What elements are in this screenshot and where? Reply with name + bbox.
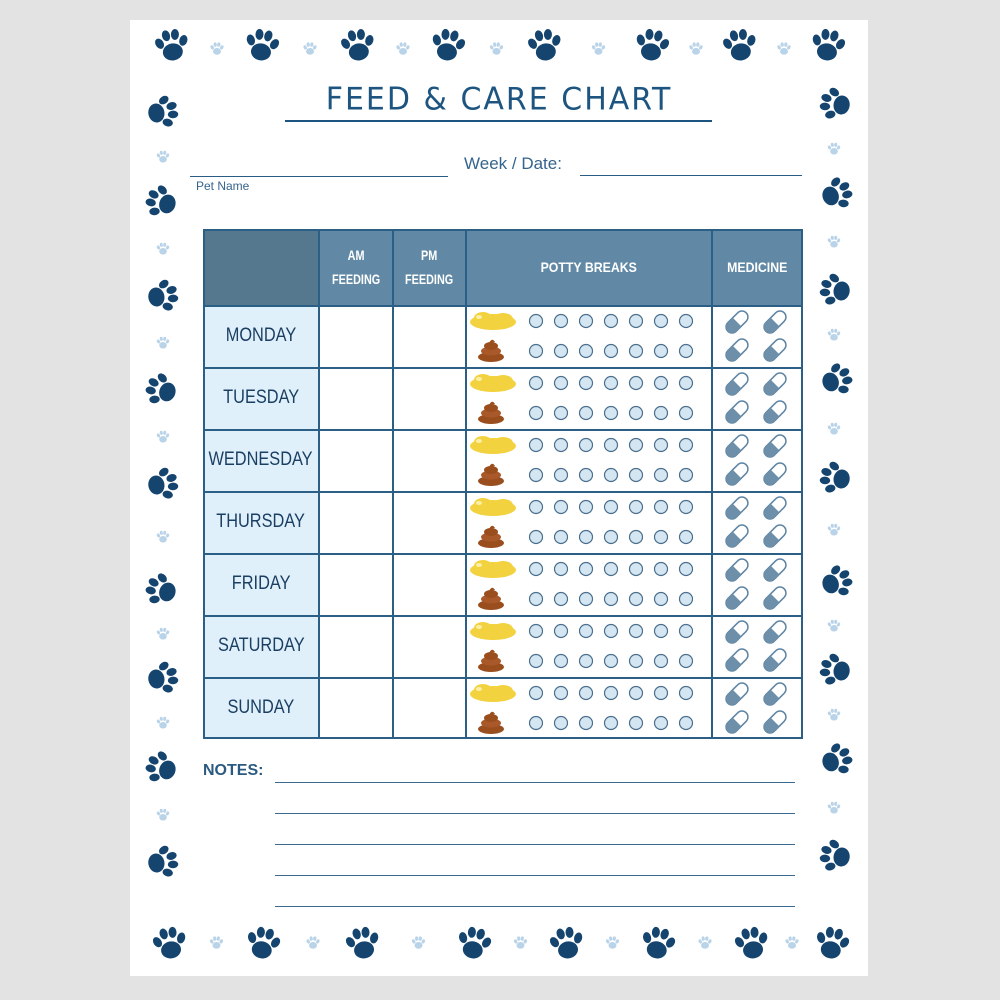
pill-icon[interactable] xyxy=(762,399,789,426)
potty-checkbox[interactable] xyxy=(580,717,593,730)
potty-checkbox[interactable] xyxy=(530,501,543,514)
pill-icon[interactable] xyxy=(724,461,751,488)
poop-icon xyxy=(478,526,504,548)
potty-checkbox[interactable] xyxy=(530,625,543,638)
notes-line[interactable] xyxy=(275,782,795,783)
potty-checkbox[interactable] xyxy=(605,469,618,482)
header-potty-label: POTTY BREAKS xyxy=(540,259,638,275)
potty-checkbox[interactable] xyxy=(530,593,543,606)
pill-icon[interactable] xyxy=(762,557,789,584)
table-row-line xyxy=(203,367,803,369)
potty-checkbox[interactable] xyxy=(555,563,568,576)
potty-checkbox[interactable] xyxy=(530,655,543,668)
potty-checkbox[interactable] xyxy=(580,345,593,358)
potty-checkbox[interactable] xyxy=(555,407,568,420)
potty-checkbox[interactable] xyxy=(655,563,668,576)
potty-checkbox[interactable] xyxy=(555,377,568,390)
potty-checkbox[interactable] xyxy=(655,655,668,668)
potty-checkbox[interactable] xyxy=(630,593,643,606)
potty-checkbox[interactable] xyxy=(655,315,668,328)
potty-checkbox[interactable] xyxy=(580,563,593,576)
potty-checkbox[interactable] xyxy=(605,531,618,544)
potty-checkbox[interactable] xyxy=(555,469,568,482)
potty-checkbox[interactable] xyxy=(655,469,668,482)
potty-checkbox[interactable] xyxy=(605,717,618,730)
day-name: SUNDAY xyxy=(227,697,295,718)
pill-icon[interactable] xyxy=(724,523,751,550)
day-name: FRIDAY xyxy=(231,573,291,594)
potty-checkbox[interactable] xyxy=(605,315,618,328)
potty-checkbox[interactable] xyxy=(580,407,593,420)
potty-checkbox[interactable] xyxy=(530,315,543,328)
pet-name-label: Pet Name xyxy=(196,179,250,193)
pill-icon[interactable] xyxy=(724,399,751,426)
potty-checkbox[interactable] xyxy=(630,655,643,668)
pee-icon xyxy=(470,436,516,454)
notes-line[interactable] xyxy=(275,875,795,876)
header-am-line2: FEEDING xyxy=(331,271,381,287)
potty-checkbox[interactable] xyxy=(530,687,543,700)
potty-checkbox[interactable] xyxy=(655,531,668,544)
pill-icon[interactable] xyxy=(724,337,751,364)
pill-icon[interactable] xyxy=(762,647,789,674)
potty-checkbox[interactable] xyxy=(630,315,643,328)
pill-icon[interactable] xyxy=(724,495,751,522)
potty-checkbox[interactable] xyxy=(680,687,693,700)
page-title: FEED & CARE CHART xyxy=(325,81,673,118)
week-date-label: Week / Date: xyxy=(464,154,562,173)
table-row-line xyxy=(203,677,803,679)
poop-icon xyxy=(478,712,504,734)
table-row-line xyxy=(203,429,803,431)
potty-checkbox[interactable] xyxy=(530,439,543,452)
pill-icon[interactable] xyxy=(762,309,789,336)
pill-icon[interactable] xyxy=(724,309,751,336)
potty-checkbox[interactable] xyxy=(680,593,693,606)
header-pm-line2: FEEDING xyxy=(405,271,454,287)
potty-checkbox[interactable] xyxy=(555,315,568,328)
potty-checkbox[interactable] xyxy=(555,439,568,452)
potty-checkbox[interactable] xyxy=(580,593,593,606)
potty-checkbox[interactable] xyxy=(655,625,668,638)
table-row-line xyxy=(203,491,803,493)
potty-checkbox[interactable] xyxy=(605,345,618,358)
pee-icon xyxy=(470,622,516,640)
potty-checkbox[interactable] xyxy=(655,687,668,700)
potty-checkbox[interactable] xyxy=(605,501,618,514)
pill-icon[interactable] xyxy=(762,371,789,398)
pill-icon[interactable] xyxy=(762,585,789,612)
potty-checkbox[interactable] xyxy=(605,655,618,668)
table-row-line xyxy=(203,615,803,617)
potty-checkbox[interactable] xyxy=(630,345,643,358)
poop-icon xyxy=(478,402,504,424)
potty-checkbox[interactable] xyxy=(630,407,643,420)
notes-label: NOTES: xyxy=(203,762,264,779)
pill-icon[interactable] xyxy=(724,585,751,612)
table-row-line xyxy=(203,737,803,739)
potty-checkbox[interactable] xyxy=(580,531,593,544)
potty-checkbox[interactable] xyxy=(680,531,693,544)
potty-checkbox[interactable] xyxy=(655,439,668,452)
poop-icon xyxy=(478,464,504,486)
pill-icon[interactable] xyxy=(762,433,789,460)
day-name: TUESDAY xyxy=(223,387,299,408)
table-row-line xyxy=(203,305,803,307)
potty-checkbox[interactable] xyxy=(530,345,543,358)
potty-checkbox[interactable] xyxy=(680,655,693,668)
pill-icon[interactable] xyxy=(724,557,751,584)
pill-icon[interactable] xyxy=(762,681,789,708)
potty-checkbox[interactable] xyxy=(655,377,668,390)
potty-checkbox[interactable] xyxy=(555,345,568,358)
pill-icon[interactable] xyxy=(762,461,789,488)
potty-checkbox[interactable] xyxy=(555,687,568,700)
pill-icon[interactable] xyxy=(724,681,751,708)
pill-icon[interactable] xyxy=(762,619,789,646)
potty-checkbox[interactable] xyxy=(580,625,593,638)
table-row-line xyxy=(203,229,803,231)
day-name: MONDAY xyxy=(225,325,297,346)
potty-checkbox[interactable] xyxy=(580,655,593,668)
potty-checkbox[interactable] xyxy=(630,531,643,544)
pee-icon xyxy=(470,560,516,578)
potty-checkbox[interactable] xyxy=(580,687,593,700)
potty-checkbox[interactable] xyxy=(580,469,593,482)
title-underline xyxy=(285,120,712,122)
potty-checkbox[interactable] xyxy=(680,717,693,730)
header-medicine-label: MEDICINE xyxy=(727,259,788,275)
potty-checkbox[interactable] xyxy=(530,469,543,482)
pill-icon[interactable] xyxy=(724,433,751,460)
potty-checkbox[interactable] xyxy=(630,687,643,700)
pee-icon xyxy=(470,498,516,516)
potty-checkbox[interactable] xyxy=(555,625,568,638)
pill-icon[interactable] xyxy=(724,619,751,646)
notes-line[interactable] xyxy=(275,813,795,814)
potty-checkbox[interactable] xyxy=(530,531,543,544)
potty-checkbox[interactable] xyxy=(630,377,643,390)
potty-checkbox[interactable] xyxy=(630,501,643,514)
potty-checkbox[interactable] xyxy=(605,593,618,606)
potty-checkbox[interactable] xyxy=(580,315,593,328)
potty-checkbox[interactable] xyxy=(630,439,643,452)
potty-checkbox[interactable] xyxy=(605,563,618,576)
potty-checkbox[interactable] xyxy=(530,563,543,576)
potty-checkbox[interactable] xyxy=(555,593,568,606)
potty-checkbox[interactable] xyxy=(580,377,593,390)
potty-checkbox[interactable] xyxy=(580,501,593,514)
pill-icon[interactable] xyxy=(762,495,789,522)
day-name: SATURDAY xyxy=(217,635,305,656)
poop-icon xyxy=(478,650,504,672)
potty-checkbox[interactable] xyxy=(605,377,618,390)
potty-checkbox[interactable] xyxy=(655,345,668,358)
pill-icon[interactable] xyxy=(724,647,751,674)
potty-checkbox[interactable] xyxy=(680,315,693,328)
pee-icon xyxy=(470,684,516,702)
potty-checkbox[interactable] xyxy=(655,717,668,730)
header-am-line1: AM xyxy=(347,247,365,263)
potty-checkbox[interactable] xyxy=(605,625,618,638)
pill-icon[interactable] xyxy=(762,709,789,736)
pill-icon[interactable] xyxy=(762,523,789,550)
potty-checkbox[interactable] xyxy=(530,717,543,730)
potty-checkbox[interactable] xyxy=(680,377,693,390)
pee-icon xyxy=(470,374,516,392)
pill-icon[interactable] xyxy=(724,371,751,398)
potty-checkbox[interactable] xyxy=(680,501,693,514)
week-date-field[interactable] xyxy=(580,175,802,176)
potty-checkbox[interactable] xyxy=(680,563,693,576)
table-row-line xyxy=(203,553,803,555)
potty-checkbox[interactable] xyxy=(555,717,568,730)
potty-checkbox[interactable] xyxy=(555,655,568,668)
day-name: THURSDAY xyxy=(216,511,306,532)
potty-checkbox[interactable] xyxy=(605,687,618,700)
potty-checkbox[interactable] xyxy=(655,407,668,420)
potty-checkbox[interactable] xyxy=(630,717,643,730)
header-pm-line1: PM xyxy=(421,247,438,263)
pet-name-field[interactable] xyxy=(190,176,448,177)
pee-icon xyxy=(470,312,516,330)
potty-checkbox[interactable] xyxy=(555,531,568,544)
potty-checkbox[interactable] xyxy=(680,439,693,452)
potty-checkbox[interactable] xyxy=(530,377,543,390)
notes-line[interactable] xyxy=(275,844,795,845)
potty-checkbox[interactable] xyxy=(605,439,618,452)
potty-checkbox[interactable] xyxy=(655,593,668,606)
day-name: WEDNESDAY xyxy=(208,449,314,470)
potty-checkbox[interactable] xyxy=(630,625,643,638)
potty-checkbox[interactable] xyxy=(680,625,693,638)
pill-icon[interactable] xyxy=(762,337,789,364)
pill-icon[interactable] xyxy=(724,709,751,736)
potty-checkbox[interactable] xyxy=(580,439,593,452)
notes-line[interactable] xyxy=(275,906,795,907)
potty-checkbox[interactable] xyxy=(530,407,543,420)
potty-checkbox[interactable] xyxy=(555,501,568,514)
potty-checkbox[interactable] xyxy=(605,407,618,420)
poop-icon xyxy=(478,588,504,610)
potty-checkbox[interactable] xyxy=(680,469,693,482)
potty-checkbox[interactable] xyxy=(655,501,668,514)
potty-checkbox[interactable] xyxy=(630,469,643,482)
potty-checkbox[interactable] xyxy=(630,563,643,576)
potty-checkbox[interactable] xyxy=(680,407,693,420)
potty-checkbox[interactable] xyxy=(680,345,693,358)
care-table xyxy=(203,229,803,739)
poop-icon xyxy=(478,340,504,362)
